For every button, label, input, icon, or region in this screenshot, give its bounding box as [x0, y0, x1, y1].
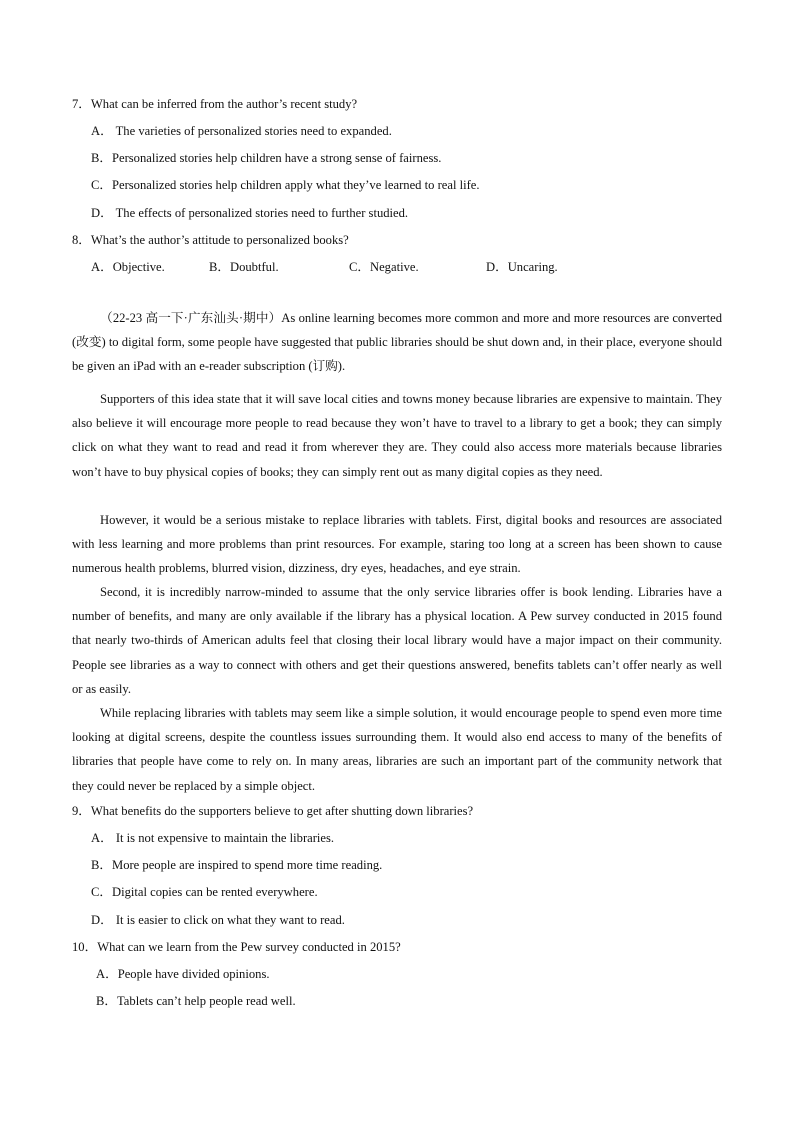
question-8-option-a: A．Objective. [91, 260, 165, 274]
passage-paragraph-3 [72, 508, 722, 581]
question-7-option-b: B．Personalized stories help children have a strong sense of fairness. [91, 151, 442, 165]
question-7-option-a: A． The varieties of personalized stories need to expanded. [91, 124, 392, 138]
question-9-option-b: B．More people are inspired to spend more time reading. [91, 858, 383, 872]
question-9-option-a: A． It is not expensive to maintain the libraries. [91, 831, 335, 845]
question-9-stem: 9．What benefits do the supporters believe to get after shutting down libraries? [72, 804, 474, 818]
passage-paragraph-4 [72, 580, 722, 701]
question-10-option-a: A．People have divided opinions. [96, 967, 270, 981]
question-8-option-d: D．Uncaring. [486, 260, 558, 274]
question-9-option-c: C．Digital copies can be rented everywhere. [91, 885, 318, 899]
question-7-stem: 7．What can be inferred from the author’s recent study? [72, 97, 358, 111]
question-9-option-d: D． It is easier to click on what they want to read. [91, 913, 345, 927]
passage-paragraph-2 [72, 387, 722, 484]
passage-paragraph-2-text: Supporters of this idea state that it will save local cities and towns money because libraries are expensive to maintain. They also believe it will encourage more people to read because they won’t have to travel to a library to get a book; they can simply click on what they want to read and read it from wherever they are. They could also access more materials because libraries won’t have to buy physical copies of books; they can simply rent out as many digital copies as they need. [72, 392, 722, 479]
question-7-option-d: D． The effects of personalized stories need to further studied. [91, 206, 409, 220]
question-10-option-b: B．Tablets can’t help people read well. [96, 994, 296, 1008]
passage-paragraph-1 [72, 306, 722, 379]
passage-paragraph-5 [72, 701, 722, 798]
question-8-stem: 8．What’s the author’s attitude to personalized books? [72, 233, 349, 247]
passage-paragraph-4-text: Second, it is incredibly narrow-minded to assume that the only service libraries offer is book lending. Libraries have a number of benefits, and many are only available if the library has a physical location. A Pew survey conducted in 2015 found that nearly two-thirds of American adults feel that closing their local library would have a major impact on their community. People see libraries as a way to connect with others and get their questions answered, benefits tablets can’t offer nearly as well or as easily. [72, 585, 722, 696]
passage-paragraph-3-text: However, it would be a serious mistake to replace libraries with tablets. First, digital books and resources are associated with less learning and more problems than print resources. For example, staring too long at a screen has been shown to cause numerous health problems, blurred vision, dizziness, dry eyes, headaches, and eye strain. [72, 513, 722, 576]
question-10-stem: 10．What can we learn from the Pew survey conducted in 2015? [72, 940, 401, 954]
passage-paragraph-1-text: （22-23 高一下·广东汕头·期中）As online learning becomes more common and more and more resources are converted (改变) to digital form, some people have suggested that public libraries should be shut down and, in their place, everyone should be given an iPad with an e-reader subscription (订购). [72, 311, 722, 374]
question-8-option-c: C．Negative. [349, 260, 419, 274]
question-8-option-b: B．Doubtful. [209, 260, 279, 274]
passage-paragraph-5-text: While replacing libraries with tablets may seem like a simple solution, it would encourage people to spend even more time looking at digital screens, despite the countless issues surrounding them. It would also end access to many of the benefits of libraries that people have come to rely on. In many areas, libraries are such an important part of the community network that they could never be replaced by a simple object. [72, 706, 722, 793]
question-7-option-c: C．Personalized stories help children apply what they’ve learned to real life. [91, 178, 480, 192]
